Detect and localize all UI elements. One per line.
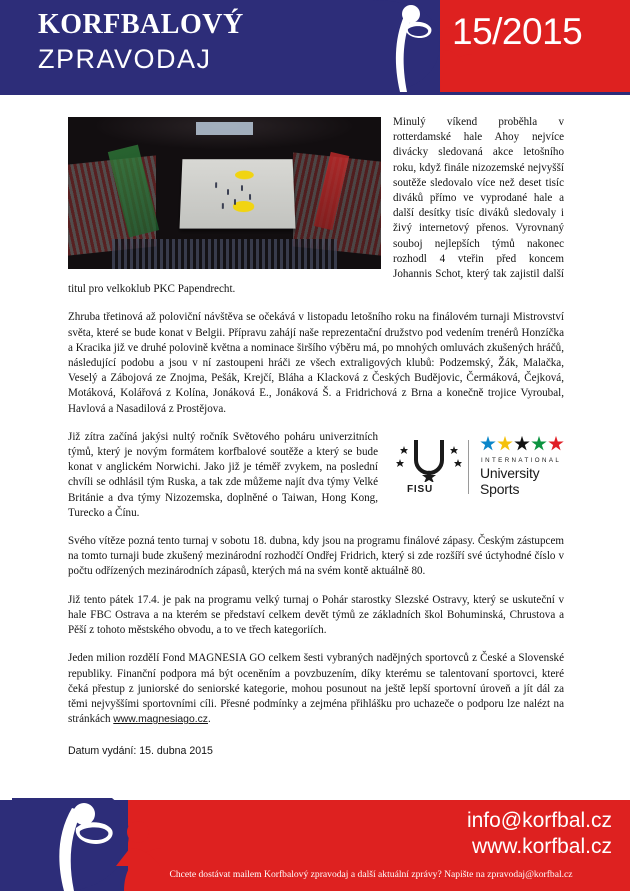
masthead-title-line2: ZPRAVODAJ [38, 44, 212, 74]
paragraph-ostrava: Již tento pátek 17.4. je pak na programu velký turnaj o Pohár starostky Slezské Ostravy, který se uskuteční v hale FBC Ostrava a na kterém se představí celkem devět týmů ze základních škol Bohuminská, Chrustova a Pěší z tohoto městského obvodu, a to ve třech kategoriích. [68, 593, 564, 637]
paragraph-universitycup: Již zítra začíná jakýsi nultý ročník Světového poháru univerzitních týmů, který je novým formátem korfbalové soutěže a který se bude konat v anglickém Norwichi. Jako již je téměř zvykem, na poslední chvíli se odhlásil tým Ruska, a tak zde můžeme najít dva týmy Velké Británie a dva týmy Nizozemska, doplněné o Taiwan, Hong Kong, Turecko a Čínu. [68, 430, 378, 519]
page-header [0, 0, 630, 92]
paragraph-worldchampionship: Zhruba třetinová až poloviční návštěva se očekává v listopadu letošního roku na finálovém turnaji Mistrovství světa, které se bude konat v Belgii. Přípravu zahájí naše reprezentační družstvo pod vedením trenérů Honzíčka a Kracika již ve druhé polovině května a nominace širšího výběru má, po mnohých omluvách zkušených hráčů, následující podobu a jsou v ní zastoupeni hráči ze všech extraligových klubů: Podzemský, Žák, Malačka, Veselý a Zábojová ze Znojma, Pešák, Krejčí, Bláha a Klacková z Českých Budějovic, Čermáková, Čejková, Motáková, Kolářová z Kolína, Jonáková E., Jonáková Š. a Fridrichová z Brna a konečně trojice Vyroubal, Havlová a Nasadilová z Prostějova. [68, 311, 564, 415]
paragraph-referee: Svého vítěze pozná tento turnaj v sobotu 18. dubna, kdy jsou na programu finálové zápasy. Českým zástupcem na tomto turnaji bude zkušený mezinárodní rozhodčí Ondřej Fridrich, který si zde rozšíří své úctyhodné číslo v počtu odřízených mezinárodních zápasů, kterých má na svém kontě aktuálně 80. [68, 535, 564, 578]
magnesiago-link[interactable]: www.magnesiago.cz [113, 714, 208, 726]
universitycup-section [68, 430, 564, 593]
page-footer [0, 800, 630, 891]
footer-email[interactable]: info@korfbal.cz [466, 809, 612, 832]
fisu-international-label: INTERNATIONAL [481, 456, 562, 464]
lead-section [68, 115, 564, 310]
paragraph-magnesia [68, 651, 564, 727]
magnesia-text-after: . [208, 713, 211, 726]
publication-date: Datum vydání: 15. dubna 2015 [68, 745, 213, 758]
footer-website[interactable]: www.korfbal.cz [471, 835, 612, 858]
olympic-stars-icon [480, 436, 564, 452]
footer-subscribe-note: Chcete dostávat mailem Korfbalový zpravodaj a další aktuální zprávy? Napište na zpravodaj@korfbal.cz [169, 869, 573, 880]
fisu-mark-icon [394, 434, 464, 502]
masthead-title [38, 8, 368, 76]
lead-paragraph: Minulý víkend proběhla v rotterdamské hale Ahoy nejvíce divácky sledovaná akce letošního roku, když finále nizozemské nejvyšší soutěže sledovalo více než deset tisíc diváků přímo ve vyprodané hale a další desítky tisíc diváků sledovaly i živý internetový přenos. Vyrovnaný souboj nejlepších týmů nakonec rozhodl 4 vteřin před koncem Johannis Schot, který tak zajistil další titul pro velkoklub PKC Papendrecht. [68, 116, 564, 296]
fisu-university-sports-label: University Sports [480, 464, 540, 497]
issue-number: 15/2015 [452, 11, 583, 52]
article-content [68, 115, 564, 757]
arena-photo [68, 117, 381, 269]
fisu-logo [392, 434, 564, 502]
fisu-label: FISU [407, 483, 433, 495]
fisu-wordmark [478, 436, 564, 497]
footer-contact-block [467, 808, 612, 860]
magnesia-text-before: Jeden milion rozdělí Fond MAGNESIA GO celkem šesti vybraných nadějných sportovců z České a Slovenské republiky. Finanční podpora má být oceněním a povzbuzením, díky kterému se talentovaní sportovci, které čeká přestup z juniorské do seniorské kategorie, mohou posunout na ještě lepší sportovní úroveň a jít dál za těmi nejvyššími sportovními cíli. Přesné podmínky a zejména přihlášku pro uchazeče o podporu lze nalézt na stránkách [68, 652, 564, 726]
masthead-title-line1: KORFBALOVÝ [38, 9, 244, 40]
page-body [0, 95, 630, 795]
fisu-divider [468, 440, 469, 494]
